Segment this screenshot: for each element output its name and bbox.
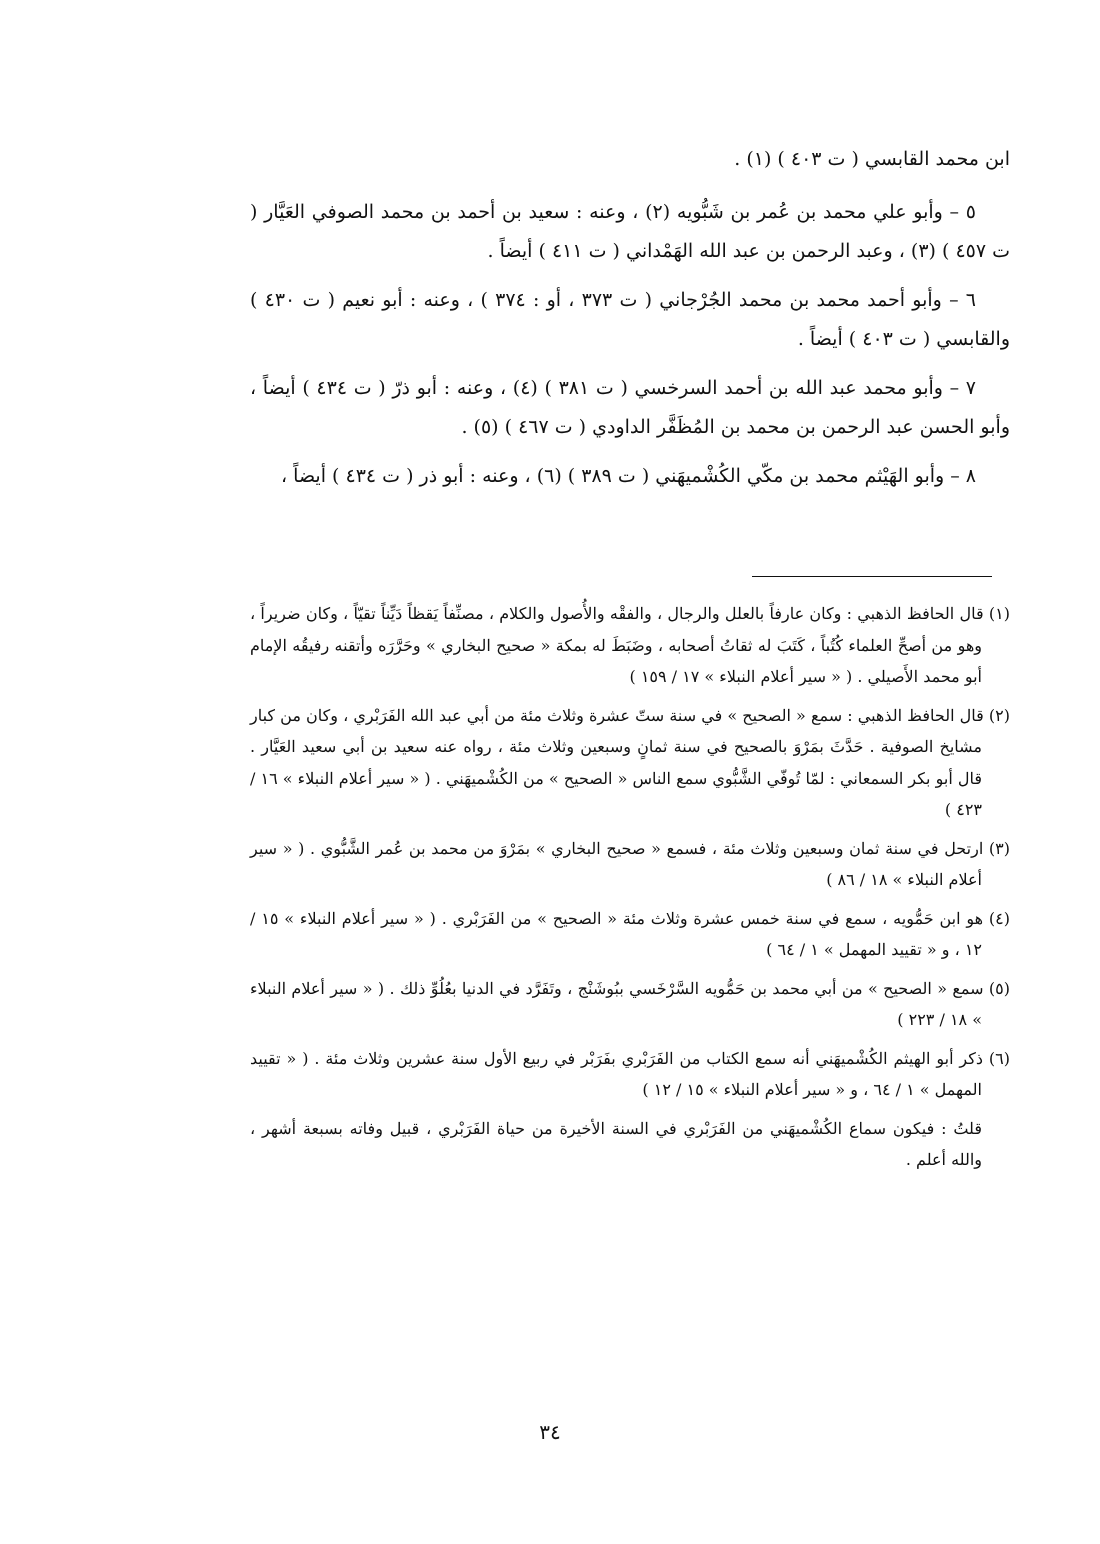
main-paragraph: ابن محمد القابسي ( ت ٤٠٣ ) (١) . [734, 148, 1010, 170]
main-text-body [250, 140, 1010, 506]
footnote: (٤) هو ابن حَمُّويه ، سمع في سنة خمس عشرة وثلاث مئة « الصحيح » من الفَرَبْري . ( « سير أعلام النبلاء » ١٥ / ١٢ ، و « تقييد المهمل » ١ / ٦٤ ) [250, 908, 1010, 959]
footnote-remark: قلتُ : فيكون سماع الكُشْميهَني من الفَرَبْري في السنة الأخيرة من حياة الفَرَبْري ، قبيل وفاته بسبعة أشهر ، والله أعلم . [250, 1118, 982, 1169]
footnote-separator [752, 576, 992, 577]
footnote: (٢) قال الحافظ الذهبي : سمع « الصحيح » في سنة ستّ عشرة وثلاث مئة من أبي عبد الله الفَرَبْري ، وكان من كبار مشايخ الصوفية . حَدَّثَ بمَرْوَ بالصحيح في سنة ثمانٍ وسبعين وثلاث مئة ، رواه عنه سعيد بن أبي سعيد العَيَّار . قال أبو بكر السمعاني : لمّا تُوفّي الشَّبُّوي سمع الناس « الصحيح » من الكُشْميهَني . ( « سير أعلام النبلاء » ١٦ / ٤٢٣ ) [250, 705, 1010, 819]
main-paragraph: ٧ – وأبو محمد عبد الله بن أحمد السرخسي ( ت ٣٨١ ) (٤) ، وعنه : أبو ذرّ ( ت ٤٣٤ ) أيضاً ، وأبو الحسن عبد الرحمن بن محمد بن المُظَفَّر الداودي ( ت ٤٦٧ ) (٥) . [250, 377, 1010, 438]
footnote: (٥) سمع « الصحيح » من أبي محمد بن حَمُّويه السَّرْخَسي ببُوشَنْج ، وتَفَرَّد في الدنيا بعُلُوِّ ذلك . ( « سير أعلام النبلاء » ١٨ / ٢٢٣ ) [250, 978, 1010, 1029]
footnote: (٣) ارتحل في سنة ثمان وسبعين وثلاث مئة ، فسمع « صحيح البخاري » بمَرْوَ من محمد بن عُمر الشَّبُّوي . ( « سير أعلام النبلاء » ١٨ / ٨٦ ) [250, 838, 1010, 889]
footnote: (١) قال الحافظ الذهبي : وكان عارفاً بالعلل والرجال ، والفقْه والأُصول والكلام ، مصنِّفاً يَقظاً دَيِّناً تقيّاً ، وكان ضريراً ، وهو من أصحِّ العلماء كُتُباً ، كَتَبَ له ثقاتُ أصحابه ، وضَبَطَ له بمكة « صحيح البخاري » وحَرَّرَه وأتقنه رفيقُه الإمام أبو محمد الأَصيلي . ( « سير أعلام النبلاء » ١٧ / ١٥٩ ) [250, 604, 1010, 686]
main-paragraph: ٨ – وأبو الهَيْثم محمد بن مكّي الكُشْميهَني ( ت ٣٨٩ ) (٦) ، وعنه : أبو ذر ( ت ٤٣٤ ) أيضاً ، [280, 465, 976, 487]
page-number: ٣٤ [539, 1420, 561, 1444]
footnotes-section [250, 598, 1010, 1183]
main-paragraph: ٦ – وأبو أحمد محمد بن محمد الجُرْجاني ( ت ٣٧٣ ، أو : ٣٧٤ ) ، وعنه : أبو نعيم ( ت ٤٣٠ ) والقابسي ( ت ٤٠٣ ) أيضاً . [250, 289, 1010, 350]
footnote: (٦) ذكر أبو الهيثم الكُشْميهَني أنه سمع الكتاب من الفَرَبْري بفَرَبْر في ربيع الأول سنة عشرين وثلاث مئة . ( « تقييد المهمل » ١ / ٦٤ ، و « سير أعلام النبلاء » ١٥ / ١٢ ) [250, 1048, 1011, 1099]
main-paragraph: ٥ – وأبو علي محمد بن عُمر بن شَبُّويه (٢) ، وعنه : سعيد بن أحمد بن محمد الصوفي العَيَّار ( ت ٤٥٧ ) (٣) ، وعبد الرحمن بن عبد الله الهَمْداني ( ت ٤١١ ) أيضاً . [250, 201, 1010, 262]
